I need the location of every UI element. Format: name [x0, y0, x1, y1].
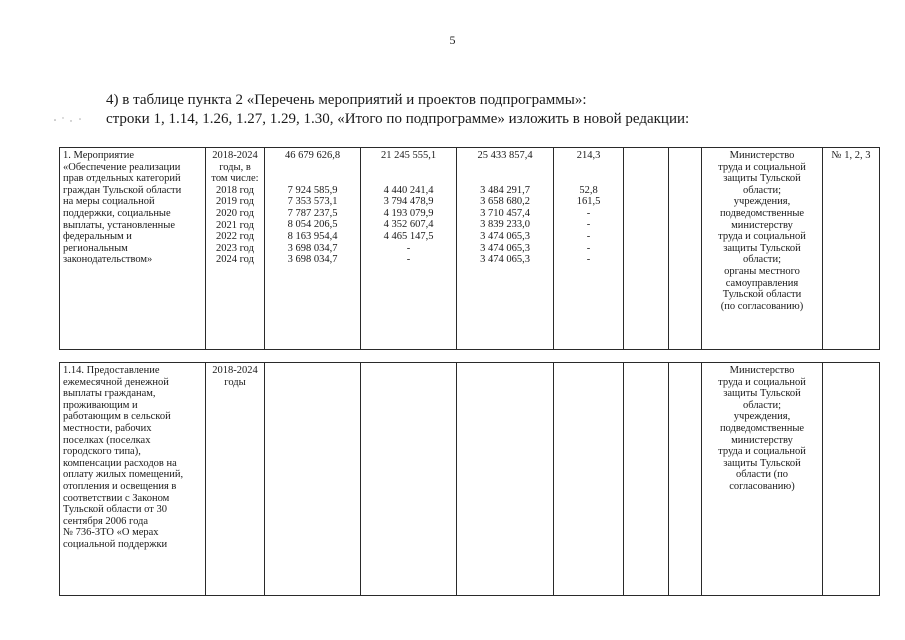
description-line: выплаты, установленные [63, 219, 175, 231]
period-line: 2018 год [216, 184, 254, 196]
agency-line: согласованию) [729, 480, 795, 492]
local-funding-by-year [557, 185, 620, 266]
event-description-cell [60, 148, 206, 350]
indicators-cell [823, 148, 880, 350]
description-line: «Обеспечение реализации [63, 161, 181, 173]
agency-line: труда и социальной [718, 231, 806, 243]
local-funding-value: - [586, 254, 591, 266]
period-line: годы [224, 376, 246, 388]
empty-cell [669, 363, 702, 596]
description-line: работающим в сельской [63, 411, 171, 423]
description-line: поддержки, социальные [63, 207, 171, 219]
agency-line: области (по [735, 469, 789, 481]
total-funding-cell [265, 148, 361, 350]
agency-line: органы местного [724, 265, 800, 277]
description-line: 1. Мероприятие [63, 150, 135, 161]
agency-line: учреждения, [733, 196, 791, 208]
period-line: 2024 год [216, 254, 254, 266]
regional-funding-value: 3 474 065,3 [480, 254, 530, 266]
description-line: проживающим и [63, 399, 138, 411]
description-line: компенсации расходов на [63, 457, 177, 469]
federal-funding-value: 4 193 079,9 [383, 207, 434, 219]
empty-cell [624, 363, 669, 596]
regional-funding-value: 3 484 291,7 [480, 184, 530, 196]
agency-line: самоуправления [725, 277, 799, 289]
total-funding-by-year [268, 185, 357, 266]
agency-line: защиты Тульской [723, 457, 801, 469]
regional-funding-value: 3 839 233,0 [480, 219, 530, 231]
table-row-1-14 [59, 362, 880, 596]
agency-line: области; [742, 184, 782, 196]
event-description-cell [60, 363, 206, 596]
description-line: региональным [63, 242, 128, 254]
period-list [209, 150, 261, 266]
federal-funding-value: 4 465 147,5 [383, 230, 434, 242]
total-funding-sum: 46 679 626,8 [284, 150, 341, 161]
agency-line: министерству [731, 219, 793, 231]
description-line: местности, рабочих [63, 422, 152, 434]
event-description [63, 150, 202, 266]
scan-speck-mark [52, 114, 86, 124]
local-funding-value: - [586, 230, 591, 242]
federal-funding-sum: 21 245 555,1 [380, 150, 437, 161]
agency-line: подведомственные [719, 207, 805, 219]
total-funding-value: 7 924 585,9 [287, 184, 338, 196]
agency-line: труда и социальной [718, 376, 806, 388]
federal-funding-cell [361, 148, 457, 350]
period-line: том числе: [211, 173, 259, 185]
federal-funding-value: 3 794 478,9 [383, 196, 434, 208]
period-line: годы, в [219, 161, 251, 173]
agency-line: области; [742, 399, 782, 411]
responsible-agency-cell [702, 148, 823, 350]
description-line: ежемесячной денежной [63, 376, 169, 388]
description-line: отопления и освещения в [63, 480, 177, 492]
period-cell [206, 363, 265, 596]
empty-cell [554, 363, 624, 596]
local-funding-value: 161,5 [576, 196, 601, 208]
agency-line: защиты Тульской [723, 242, 801, 254]
local-funding-sum: 214,3 [576, 150, 601, 161]
federal-funding-value: - [406, 254, 411, 266]
description-line: выплаты гражданам, [63, 388, 156, 400]
description-line: сентября 2006 года [63, 515, 149, 527]
description-line: на меры социальной [63, 196, 155, 208]
description-line: оплату жилых помещений, [63, 469, 184, 481]
agency-line: Тульской области [722, 289, 802, 301]
description-line: законодательством» [63, 254, 153, 266]
responsible-agency [705, 365, 819, 493]
local-funding-value: 52,8 [579, 184, 598, 196]
local-funding-cell [554, 148, 624, 350]
agency-line: (по согласованию) [720, 300, 804, 312]
agency-line: подведомственные [719, 422, 805, 434]
description-line: соответствии с Законом [63, 492, 170, 504]
local-funding-value: - [586, 207, 591, 219]
period-line: 2018-2024 [212, 365, 258, 376]
period-line: 2021 год [216, 219, 254, 231]
agency-line: защиты Тульской [723, 388, 801, 400]
regional-funding-cell [457, 148, 554, 350]
empty-cell [361, 363, 457, 596]
federal-funding-value: 4 352 607,4 [383, 219, 434, 231]
agency-line: области; [742, 254, 782, 266]
empty-cell [624, 148, 669, 350]
description-line: прав отдельных категорий [63, 173, 181, 185]
page-number: 5 [449, 33, 456, 47]
total-funding-value: 8 054 206,5 [287, 219, 338, 231]
regional-funding-value: 3 474 065,3 [480, 230, 530, 242]
federal-funding-value: - [406, 242, 411, 254]
agency-line: Министерство [729, 150, 795, 161]
federal-funding-value: 4 440 241,4 [383, 184, 434, 196]
total-funding-value: 7 353 573,1 [287, 196, 338, 208]
description-line: городского типа), [63, 446, 141, 458]
description-line: № 736-ЗТО «О мерах [63, 527, 159, 539]
local-funding-value: - [586, 219, 591, 231]
total-funding-value: 3 698 034,7 [287, 242, 338, 254]
period-list [209, 365, 261, 388]
empty-cell [457, 363, 554, 596]
period-line: 2019 год [216, 196, 254, 208]
event-description [63, 365, 202, 551]
agency-line: учреждения, [733, 411, 791, 423]
period-line: 2018-2024 [212, 150, 258, 161]
description-line: социальной поддержки [63, 538, 168, 550]
period-cell [206, 148, 265, 350]
federal-funding-by-year [364, 185, 453, 266]
description-line: 1.14. Предоставление [63, 365, 160, 376]
indicators-ref: № 1, 2, 3 [831, 150, 871, 161]
responsible-agency-cell [702, 363, 823, 596]
empty-cell [265, 363, 361, 596]
agency-line: труда и социальной [718, 446, 806, 458]
intro-line-2: строки 1, 1.14, 1.26, 1.27, 1.29, 1.30, «Итого по подпрограмме» изложить в новой редакции: [106, 111, 690, 127]
table-row-1 [59, 147, 880, 350]
agency-line: труда и социальной [718, 161, 806, 173]
local-funding-value: - [586, 242, 591, 254]
responsible-agency [705, 150, 819, 312]
period-line: 2023 год [216, 242, 254, 254]
indicators-cell [823, 363, 880, 596]
regional-funding-sum: 25 433 857,4 [477, 150, 533, 161]
regional-funding-by-year [460, 185, 550, 266]
description-line: федеральным и [63, 231, 132, 243]
description-line: Тульской области от 30 [63, 504, 167, 516]
period-line: 2020 год [216, 207, 254, 219]
agency-line: министерству [731, 434, 793, 446]
regional-funding-value: 3 474 065,3 [480, 242, 530, 254]
agency-line: защиты Тульской [723, 173, 801, 185]
agency-line: Министерство [729, 365, 795, 376]
empty-cell [669, 148, 702, 350]
description-line: граждан Тульской области [63, 184, 182, 196]
regional-funding-value: 3 710 457,4 [480, 207, 530, 219]
regional-funding-value: 3 658 680,2 [480, 196, 530, 208]
intro-line-1: 4) в таблице пункта 2 «Перечень мероприятий и проектов подпрограммы»: [106, 92, 587, 108]
period-line: 2022 год [216, 231, 254, 243]
total-funding-value: 7 787 237,5 [287, 207, 338, 219]
total-funding-value: 8 163 954,4 [287, 230, 338, 242]
total-funding-value: 3 698 034,7 [287, 254, 338, 266]
description-line: поселках (поселках [63, 434, 151, 446]
